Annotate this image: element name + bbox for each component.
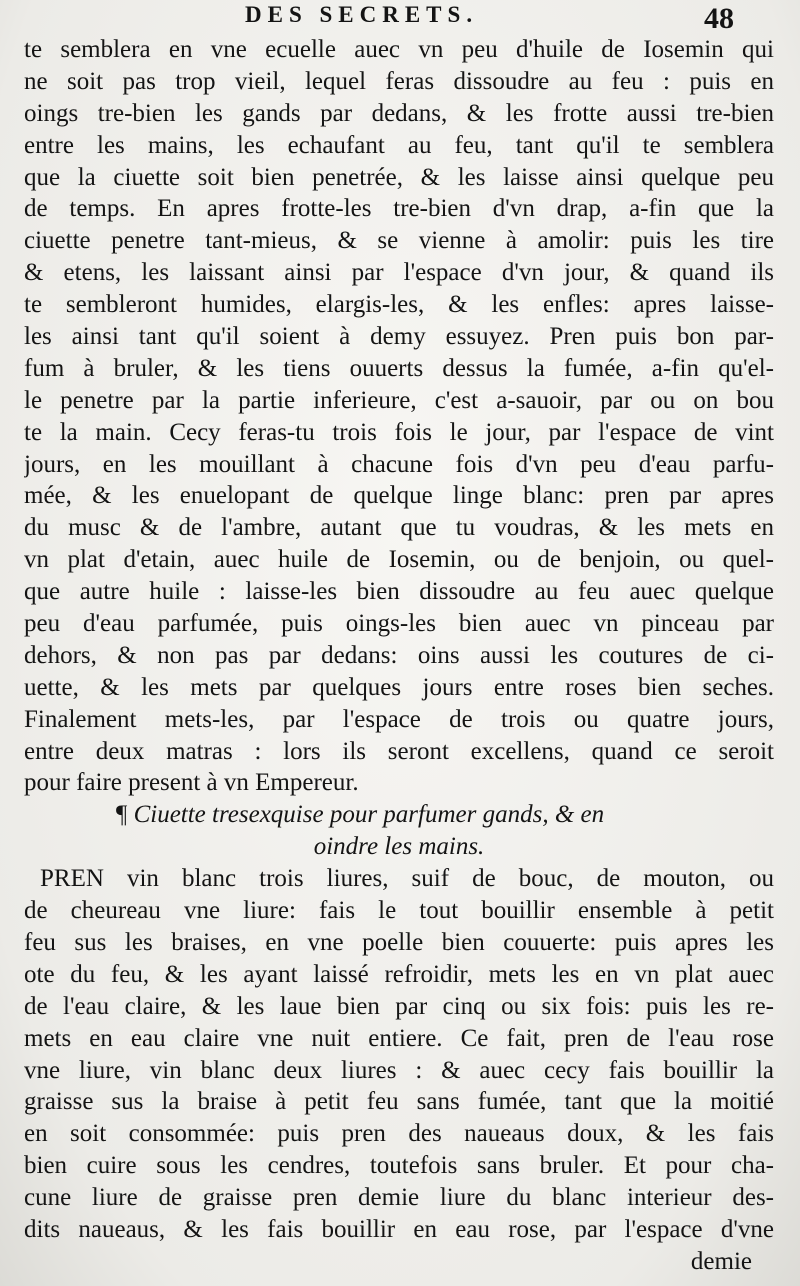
text-line: que autre huile : laisse-les bien dissoudre au feu auec quelque xyxy=(24,578,774,606)
text-line: en soit consommée: puis pren des naueaus doux, & les fais xyxy=(24,1120,774,1148)
text-line: & etens, les laissant ainsi par l'espace d'vn jour, & quand ils xyxy=(24,259,774,287)
heading-line-1: Ciuette tresexquise pour parfumer gands, & en xyxy=(133,801,605,829)
text-line: vne liure, vin blanc deux liures : & auec cecy fais bouillir la xyxy=(24,1056,774,1084)
text-line: te semblera en vne ecuelle auec vn peu d'huile de Iosemin qui xyxy=(24,36,774,63)
text-line: uette, & les mets par quelques jours entre roses bien seches. xyxy=(24,673,774,701)
text-line: te sembleront humides, elargis-les, & les enfles: apres laisse- xyxy=(24,291,774,319)
text-line: de l'eau claire, & les laue bien par cinq ou six fois: puis les re- xyxy=(24,992,774,1020)
text-line: mets en eau claire vne nuit entiere. Ce fait, pren de l'eau rose xyxy=(24,1024,774,1052)
text-line: feu sus les braises, en vne poelle bien couuerte: puis apres les xyxy=(24,928,774,956)
text-line: du musc & de l'ambre, autant que tu voudras, & les mets en xyxy=(24,514,774,542)
text-line: entre les mains, les echaufant au feu, tant qu'il te semblera xyxy=(24,131,774,159)
text-line: mée, & les enuelopant de quelque linge blanc: pren par apres xyxy=(24,482,774,510)
text-line: Finalement mets-les, par l'espace de trois ou quatre jours, xyxy=(24,705,774,733)
text-line: vn plat d'etain, auec huile de Iosemin, ou de benjoin, ou quel- xyxy=(24,546,774,574)
text-line: ciuette penetre tant-mieus, & se vienne à amolir: puis les tire xyxy=(24,227,774,255)
text-line: ne soit pas trop vieil, lequel feras dissoudre au feu : puis en xyxy=(24,67,774,95)
text-line: bien cuire sous les cendres, toutefois sans bruler. Et pour cha- xyxy=(24,1152,774,1180)
text-line: peu d'eau parfumée, puis oings-les bien auec vn pinceau par xyxy=(24,610,774,638)
text-line: de temps. En apres frotte-les tre-bien d'vn drap, a-fin que la xyxy=(24,195,774,223)
text-line: le penetre par la partie inferieure, c'est a-sauoir, par ou on bou xyxy=(24,386,774,414)
text-line: les ainsi tant qu'il soient à demy essuyez. Pren puis bon par- xyxy=(24,323,774,351)
text-line: graisse sus la braise à petit feu sans fumée, tant que la moitié xyxy=(24,1088,774,1116)
text-line: oings tre-bien les gands par dedans, & les frotte aussi tre-bien xyxy=(24,99,774,127)
text-line: cune liure de graisse pren demie liure du blanc interieur des- xyxy=(24,1184,774,1212)
page-number: 48 xyxy=(704,2,734,35)
heading-line-2: oindre les mains. xyxy=(313,833,485,861)
text-line: pour faire present à vn Empereur. xyxy=(24,769,359,797)
body-text xyxy=(24,34,774,1278)
text-line: fum à bruler, & les tiens ouuerts dessus la fumée, a-fin qu'el- xyxy=(24,354,774,382)
catchword: demie xyxy=(690,1247,752,1275)
text-line: te la main. Cecy feras-tu trois fois le jour, par l'espace de vint xyxy=(24,418,774,446)
text-line: de cheureau vne liure: fais le tout bouillir ensemble à petit xyxy=(24,897,774,925)
text-line: que la ciuette soit bien penetrée, & les laisse ainsi quelque peu xyxy=(24,163,774,191)
text-line: dehors, & non pas par dedans: oins aussi les coutures de ci- xyxy=(24,641,774,669)
running-title: DES SECRETS. xyxy=(245,2,479,27)
pilcrow-mark: ¶ xyxy=(116,801,128,829)
text-line: entre deux matras : lors ils seront excellens, quand ce seroit xyxy=(24,737,774,765)
text-line: jours, en les mouillant à chacune fois d'vn peu d'eau parfu- xyxy=(24,450,774,478)
text-line: dits naueaus, & les fais bouillir en eau rose, par l'espace d'vne xyxy=(24,1215,774,1243)
text-line: PREN vin blanc trois liures, suif de bouc, de mouton, ou xyxy=(40,865,774,893)
text-line: ote du feu, & les ayant laissé refroidir, mets les en vn plat auec xyxy=(24,960,774,988)
page-header xyxy=(0,2,800,34)
section-heading xyxy=(24,799,774,831)
